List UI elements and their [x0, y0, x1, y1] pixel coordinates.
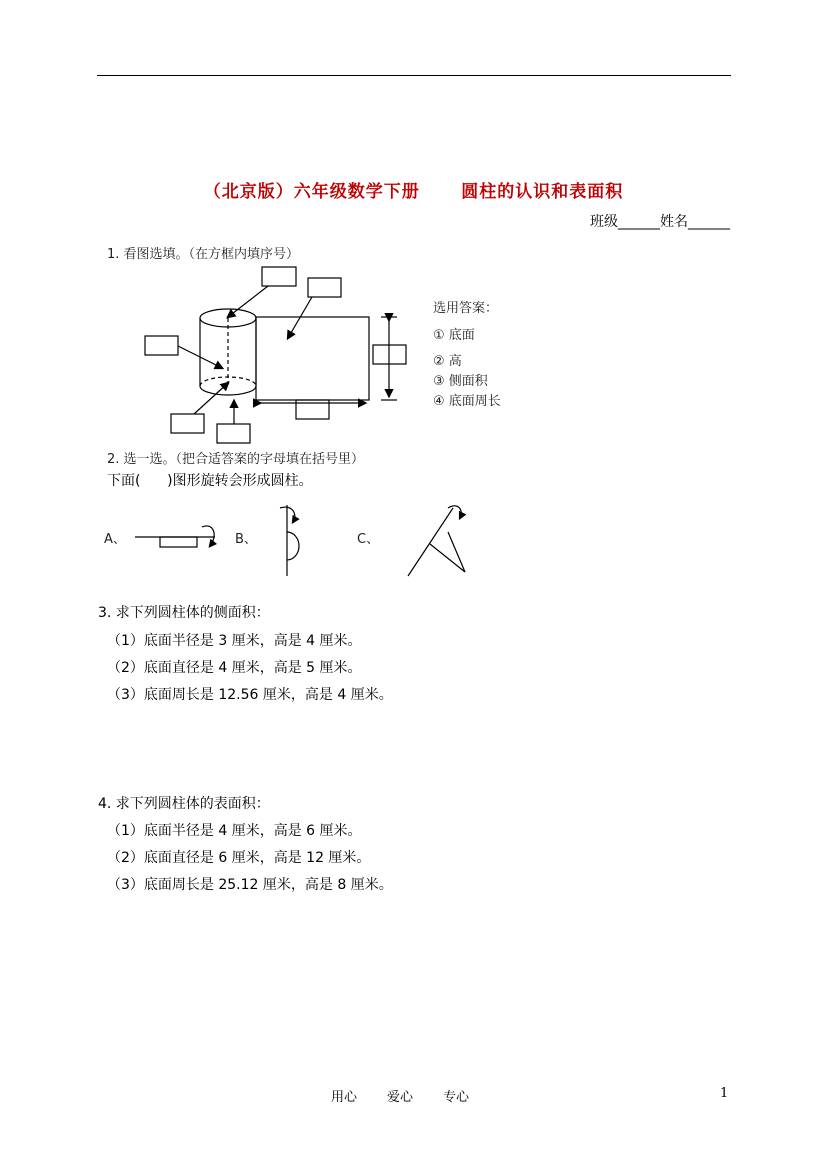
label-box-bottom-left — [171, 414, 204, 433]
q4-prompt: 4. 求下列圆柱体的表面积： — [98, 796, 270, 812]
page-number: 1 — [720, 1086, 729, 1101]
q2-question: 下面( )图形旋转会形成圆柱。 — [107, 473, 313, 489]
q3-item-1: （1）底面半径是 3 厘米，高是 4 厘米。 — [107, 633, 362, 649]
class-name-line: 班级______姓名______ — [590, 214, 730, 230]
option-a-label: A、 — [104, 532, 126, 547]
q4-item-2: （2）底面直径是 6 厘米，高是 12 厘米。 — [107, 850, 371, 866]
q1-answer-1: ① 底面 — [433, 328, 475, 343]
label-box-bottom — [217, 424, 250, 443]
q1-answers-title: 选用答案： — [433, 301, 499, 316]
footer-word-2: 爱心 — [387, 1090, 414, 1105]
cylinder-diagram — [130, 258, 430, 448]
q2-prompt: 2. 选一选。（把合适答案的字母填在括号里） — [107, 452, 365, 467]
option-c-label: C、 — [357, 532, 380, 547]
q4-item-1: （1）底面半径是 4 厘米，高是 6 厘米。 — [107, 823, 362, 839]
option-b-label: B、 — [235, 532, 257, 547]
footer-word-1: 用心 — [331, 1090, 358, 1105]
q3-item-2: （2）底面直径是 4 厘米，高是 5 厘米。 — [107, 660, 362, 676]
page-title: （北京版）六年级数学下册 圆柱的认识和表面积 — [203, 182, 624, 202]
q3-prompt: 3. 求下列圆柱体的侧面积： — [98, 605, 270, 621]
footer-word-3: 专心 — [443, 1090, 470, 1105]
q1-answer-3: ③ 侧面积 — [433, 374, 488, 389]
q1-answer-2: ② 高 — [433, 354, 462, 369]
q3-item-3: （3）底面周长是 12.56 厘米，高是 4 厘米。 — [107, 687, 393, 703]
q4-item-3: （3）底面周长是 25.12 厘米，高是 8 厘米。 — [107, 877, 393, 893]
rotation-options-figure — [130, 500, 480, 582]
label-box-left — [145, 336, 178, 355]
label-box-rect — [308, 278, 341, 297]
q1-prompt: 1. 看图选填。（在方框内填序号） — [107, 247, 300, 262]
label-box-top — [262, 267, 296, 286]
q1-answer-4: ④ 底面周长 — [433, 394, 501, 409]
header-rule — [97, 75, 731, 76]
